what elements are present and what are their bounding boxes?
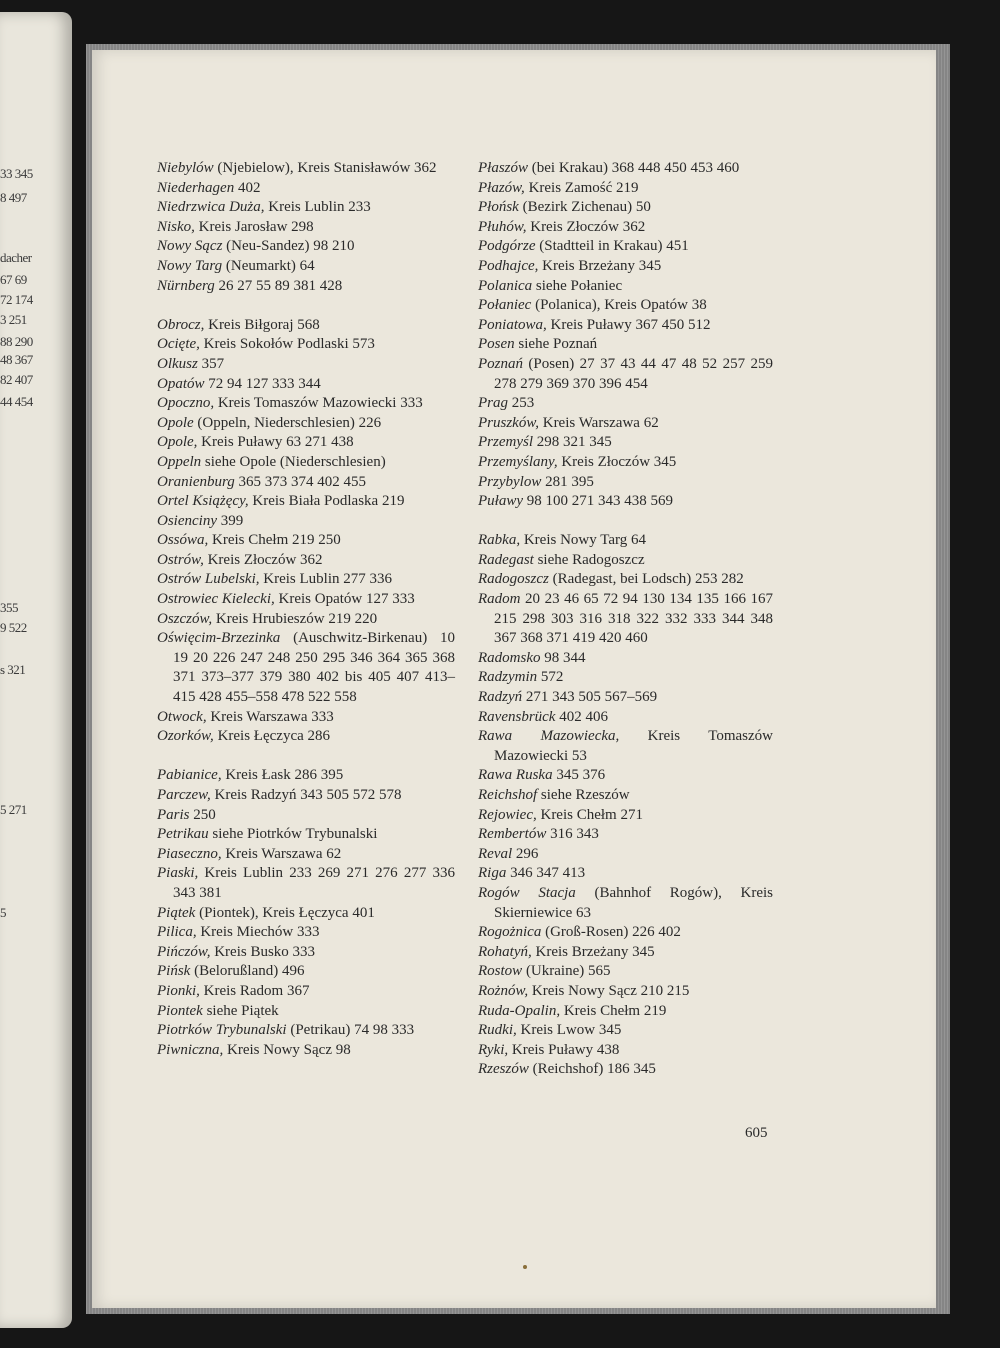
index-entry-name: Nisko, bbox=[157, 218, 195, 235]
index-entry-details: 298 321 345 bbox=[533, 434, 612, 451]
index-entry-name: Piotrków Trybunalski bbox=[157, 1022, 287, 1039]
index-entry-name: Rawa Ruska bbox=[478, 767, 553, 784]
previous-page-fragment: 8 497 bbox=[0, 190, 27, 205]
index-entry bbox=[478, 962, 773, 982]
index-entry-name: Rawa Mazowiecka, bbox=[478, 728, 620, 745]
index-entry bbox=[157, 845, 455, 865]
index-entry-name: Opole bbox=[157, 414, 194, 431]
index-entry-details: Kreis Tomaszów Mazowiecki 333 bbox=[214, 395, 423, 412]
index-entry-name: Opoczno, bbox=[157, 395, 215, 412]
index-entry bbox=[157, 433, 455, 453]
index-entry-details: Kreis Miechów 333 bbox=[196, 924, 320, 941]
index-entry-name: Rzeszów bbox=[478, 1061, 529, 1078]
index-entry-details: Kreis Puławy 63 271 438 bbox=[197, 434, 354, 451]
index-entry bbox=[157, 590, 455, 610]
index-entry-name: Ryki, bbox=[478, 1041, 509, 1058]
index-entry-name: Płuhów, bbox=[478, 218, 527, 235]
index-entry-name: Polanica bbox=[478, 277, 533, 294]
index-entry-details: (Posen) 27 37 43 44 47 48 52 257 259 278 279 369 370 396 454 bbox=[494, 355, 773, 392]
index-entry-details: (Njebielow), Kreis Stanisławów 362 bbox=[213, 160, 437, 176]
index-entry-name: Radzymin bbox=[478, 669, 538, 686]
index-entry bbox=[157, 414, 455, 434]
index-entry-name: Przemyśl bbox=[478, 434, 533, 451]
previous-page-fragment: 9 522 bbox=[0, 620, 27, 635]
index-entry bbox=[157, 1041, 455, 1061]
index-entry-name: Radomsko bbox=[478, 649, 541, 666]
index-entry bbox=[478, 1002, 773, 1022]
index-entry bbox=[478, 590, 773, 649]
index-entry-name: Oranienburg bbox=[157, 473, 235, 490]
index-entry bbox=[157, 1021, 455, 1041]
index-entry-details: 281 395 bbox=[541, 473, 594, 490]
index-entry-name: Radzyń bbox=[478, 689, 523, 706]
index-entry-details: Kreis Busko 333 bbox=[210, 943, 316, 960]
index-entry bbox=[157, 864, 455, 903]
index-entry bbox=[157, 766, 455, 786]
index-entry-details: 271 343 505 567–569 bbox=[522, 689, 658, 706]
index-entry bbox=[157, 179, 455, 199]
index-entry-details: siehe Poznań bbox=[514, 336, 598, 353]
index-entry-name: Reichshof bbox=[478, 787, 538, 803]
index-entry bbox=[478, 845, 773, 865]
index-entry bbox=[157, 355, 455, 375]
index-entry bbox=[478, 179, 773, 199]
index-entry-name: Poniatowa, bbox=[478, 316, 547, 333]
index-entry-name: Ossówa, bbox=[157, 532, 209, 549]
index-entry-name: Piontek bbox=[157, 1002, 203, 1019]
previous-page-fragment: 3 251 bbox=[0, 312, 27, 327]
previous-page-fragment: dacher bbox=[0, 250, 32, 265]
previous-page-fragment: 88 290 bbox=[0, 334, 33, 349]
index-entry-details: (Piontek), Kreis Łęczyca 401 bbox=[195, 904, 375, 921]
index-entry bbox=[478, 335, 773, 355]
index-entry-details: Kreis Brzeżany 345 bbox=[538, 257, 662, 274]
index-entry bbox=[478, 649, 773, 669]
index-entry-details: 98 100 271 343 438 569 bbox=[523, 493, 673, 510]
index-entry-name: Poznań bbox=[478, 355, 523, 372]
index-column-right bbox=[478, 159, 773, 1080]
index-entry bbox=[157, 159, 455, 179]
index-entry-name: Pionki, bbox=[157, 982, 200, 999]
index-entry-name: Oszczów, bbox=[157, 610, 213, 627]
index-entry bbox=[478, 570, 773, 590]
index-entry-details: Kreis Chełm 271 bbox=[536, 806, 643, 823]
index-entry-details: (Bahnhof Rogów), Kreis Skierniewice 63 bbox=[494, 884, 773, 921]
index-entry-details: 72 94 127 333 344 bbox=[204, 375, 321, 392]
index-entry bbox=[157, 570, 455, 590]
index-entry-name: Obrocz, bbox=[157, 316, 205, 333]
index-entry bbox=[478, 1041, 773, 1061]
index-entry bbox=[157, 198, 455, 218]
index-entry bbox=[478, 218, 773, 238]
index-entry-name: Rembertów bbox=[478, 826, 547, 843]
index-entry-details: siehe Radogoszcz bbox=[533, 551, 645, 568]
index-entry-details: Kreis Nowy Targ 64 bbox=[520, 532, 646, 549]
index-entry bbox=[157, 708, 455, 728]
index-entry bbox=[157, 727, 455, 747]
index-entry bbox=[478, 825, 773, 845]
index-entry-details: Kreis Złoczów 362 bbox=[526, 218, 646, 235]
index-entry bbox=[478, 277, 773, 297]
index-entry bbox=[157, 237, 455, 257]
index-entry-details: Kreis Brzeżany 345 bbox=[531, 943, 655, 960]
index-entry-name: Radegast bbox=[478, 551, 534, 568]
index-entry bbox=[157, 786, 455, 806]
index-entry-name: Ortel Książęcy, bbox=[157, 493, 249, 510]
index-entry-details: (Stadtteil in Krakau) 451 bbox=[535, 238, 689, 255]
index-entry-name: Rostow bbox=[478, 963, 523, 980]
index-entry-name: Ruda-Opalin, bbox=[478, 1002, 561, 1019]
index-entry-details: (Neu-Sandez) 98 210 bbox=[222, 238, 355, 255]
index-entry bbox=[157, 531, 455, 551]
index-entry-details: Kreis Zamość 219 bbox=[524, 179, 639, 196]
index-entry-name: Podgórze bbox=[478, 238, 536, 255]
index-entry-name: Przybylow bbox=[478, 473, 542, 490]
index-entry bbox=[478, 355, 773, 394]
index-entry-details: 365 373 374 402 455 bbox=[234, 473, 367, 490]
index-entry bbox=[157, 825, 455, 845]
index-entry-name: Rudki, bbox=[478, 1022, 517, 1039]
section-gap bbox=[157, 296, 455, 316]
index-entry bbox=[478, 316, 773, 336]
index-entry-details: Kreis Biłgoraj 568 bbox=[204, 316, 320, 333]
index-entry-name: Radogoszcz bbox=[478, 571, 549, 588]
index-entry bbox=[157, 218, 455, 238]
index-entry bbox=[157, 982, 455, 1002]
index-entry-details: Kreis Warszawa 333 bbox=[206, 708, 334, 725]
index-entry-name: Niedrzwica Duża, bbox=[157, 199, 265, 216]
index-entry-name: Płazów, bbox=[478, 179, 525, 196]
index-entry-details: Kreis Puławy 438 bbox=[508, 1041, 620, 1058]
index-entry-details: 26 27 55 89 381 428 bbox=[214, 277, 343, 294]
index-entry-name: Paris bbox=[157, 806, 190, 823]
index-entry-name: Oppeln bbox=[157, 453, 202, 470]
index-entry-name: Rożnów, bbox=[478, 982, 529, 999]
index-entry-name: Przemyślany, bbox=[478, 453, 558, 470]
index-entry bbox=[478, 159, 773, 179]
index-entry-details: (Belorußland) 496 bbox=[190, 963, 305, 980]
index-entry-name: Parczew, bbox=[157, 787, 211, 803]
index-entry-details: Kreis Łęczyca 286 bbox=[213, 728, 331, 745]
index-entry-name: Nowy Targ bbox=[157, 257, 223, 274]
index-entry-details: (Polanica), Kreis Opatów 38 bbox=[531, 297, 707, 314]
index-entry-name: Posen bbox=[478, 336, 515, 353]
index-entry-details: Kreis Lublin 233 269 271 276 277 336 343 381 bbox=[173, 865, 455, 901]
index-entry-name: Piaseczno, bbox=[157, 845, 222, 862]
book-page bbox=[92, 50, 936, 1308]
index-entry-details: Kreis Złoczów 362 bbox=[203, 551, 323, 568]
index-entry bbox=[478, 531, 773, 551]
index-entry-name: Riga bbox=[478, 865, 507, 882]
page-number: 605 bbox=[745, 1125, 768, 1141]
index-entry-name: Rogożnica bbox=[478, 924, 542, 941]
index-entry-details: Kreis Hrubieszów 219 220 bbox=[212, 610, 378, 627]
index-entry-name: Rejowiec, bbox=[478, 806, 537, 823]
index-entry-details: Kreis Nowy Sącz 98 bbox=[223, 1041, 351, 1058]
index-entry bbox=[157, 257, 455, 277]
index-entry-details: 346 347 413 bbox=[506, 865, 586, 882]
index-entry bbox=[478, 688, 773, 708]
index-entry-details: (Auschwitz-Birkenau) 10 19 20 226 247 248 250 295 346 364 365 368 371 373–377 379 380 402 bis 405 407 413–415 428 455–558 478 522 558 bbox=[173, 630, 455, 706]
index-entry bbox=[478, 433, 773, 453]
index-entry-name: Płońsk bbox=[478, 199, 519, 216]
index-entry-name: Radom bbox=[478, 591, 521, 608]
index-entry-name: Reval bbox=[478, 845, 513, 862]
index-entry bbox=[478, 473, 773, 493]
index-entry bbox=[157, 316, 455, 336]
previous-page-edge bbox=[0, 12, 72, 1328]
index-entry-details: Kreis Lublin 277 336 bbox=[259, 571, 393, 588]
previous-page-fragment: 33 345 bbox=[0, 166, 33, 181]
index-entry bbox=[478, 296, 773, 316]
index-entry bbox=[157, 610, 455, 630]
index-entry-name: Ostrów Lubelski, bbox=[157, 571, 260, 588]
index-entry-details: (Reichshof) 186 345 bbox=[528, 1061, 656, 1078]
index-entry bbox=[478, 1060, 773, 1080]
index-entry bbox=[478, 198, 773, 218]
index-entry bbox=[478, 668, 773, 688]
index-entry-name: Nürnberg bbox=[157, 277, 215, 294]
index-entry-details: Kreis Lwow 345 bbox=[516, 1022, 622, 1039]
index-entry bbox=[478, 708, 773, 728]
index-entry-details: Kreis Tomaszów Mazowiecki 53 bbox=[494, 728, 773, 764]
index-entry bbox=[157, 923, 455, 943]
index-entry-name: Ravensbrück bbox=[478, 708, 556, 725]
index-entry bbox=[478, 864, 773, 884]
index-entry-name: Pińczów, bbox=[157, 943, 211, 960]
index-column-left bbox=[157, 159, 455, 1060]
previous-page-fragment: 72 174 bbox=[0, 292, 33, 307]
index-entry-details: 399 bbox=[216, 512, 244, 529]
previous-page-fragment: 5 bbox=[0, 905, 6, 920]
index-entry bbox=[157, 551, 455, 571]
index-entry-details: (Ukraine) 565 bbox=[522, 963, 611, 980]
index-entry-name: Ostrowiec Kielecki, bbox=[157, 591, 275, 608]
index-entry bbox=[478, 1021, 773, 1041]
index-entry-details: (bei Krakau) 368 448 450 453 460 bbox=[528, 160, 740, 176]
index-entry-details: siehe Rzeszów bbox=[537, 787, 630, 803]
index-entry-details: Kreis Biała Podlaska 219 bbox=[248, 493, 405, 510]
index-entry bbox=[478, 394, 773, 414]
index-entry-details: Kreis Jarosław 298 bbox=[194, 218, 314, 235]
index-entry-name: Olkusz bbox=[157, 355, 198, 372]
previous-page-fragment: 5 271 bbox=[0, 802, 27, 817]
index-entry-name: Piątek bbox=[157, 904, 196, 921]
index-entry-details: 357 bbox=[197, 355, 225, 372]
index-entry-details: 296 bbox=[512, 845, 539, 862]
index-entry-name: Niebylów bbox=[157, 160, 214, 176]
index-entry-name: Otwock, bbox=[157, 708, 207, 725]
index-entry-name: Podhajce, bbox=[478, 257, 539, 274]
section-gap bbox=[157, 747, 455, 767]
index-entry-details: siehe Piątek bbox=[202, 1002, 279, 1019]
index-entry-name: Niederhagen bbox=[157, 179, 235, 196]
index-entry-details: 316 343 bbox=[546, 826, 599, 843]
index-entry-name: Połaniec bbox=[478, 297, 532, 314]
index-entry bbox=[478, 943, 773, 963]
index-entry-details: 250 bbox=[189, 806, 216, 823]
index-entry bbox=[157, 904, 455, 924]
index-entry bbox=[478, 806, 773, 826]
index-entry-details: siehe Opole (Niederschlesien) bbox=[201, 453, 386, 470]
index-entry-name: Oświęcim-Brzezinka bbox=[157, 630, 281, 647]
index-entry-details: (Bezirk Zichenau) 50 bbox=[518, 199, 651, 216]
index-entry-name: Rabka, bbox=[478, 532, 521, 549]
index-entry-details: Kreis Chełm 219 250 bbox=[208, 532, 341, 549]
index-entry bbox=[478, 551, 773, 571]
previous-page-fragment: 355 bbox=[0, 600, 18, 615]
index-entry-details: Kreis Złoczów 345 bbox=[557, 453, 677, 470]
index-entry-name: Osienciny bbox=[157, 512, 217, 529]
index-entry-details: Kreis Radzyń 343 505 572 578 bbox=[210, 787, 402, 803]
index-entry-name: Płaszów bbox=[478, 160, 529, 176]
index-entry-name: Petrikau bbox=[157, 826, 209, 843]
index-entry bbox=[157, 806, 455, 826]
index-entry-details: Kreis Warszawa 62 bbox=[221, 845, 342, 862]
index-entry bbox=[157, 629, 455, 707]
index-entry-name: Opatów bbox=[157, 375, 205, 392]
index-entry bbox=[157, 375, 455, 395]
index-entry-details: 20 23 46 65 72 94 130 134 135 166 167 215 298 303 316 318 322 332 333 344 348 367 368 371 419 420 460 bbox=[494, 591, 773, 647]
index-entry-details: (Petrikau) 74 98 333 bbox=[286, 1022, 415, 1039]
index-entry bbox=[478, 257, 773, 277]
index-entry-details: 402 406 bbox=[555, 708, 608, 725]
index-entry-name: Piaski, bbox=[157, 865, 199, 882]
index-entry bbox=[478, 727, 773, 766]
index-entry bbox=[478, 884, 773, 923]
index-entry-details: 98 344 bbox=[540, 649, 586, 666]
index-entry bbox=[157, 335, 455, 355]
index-entry-details: (Oppeln, Niederschlesien) 226 bbox=[193, 414, 382, 431]
index-entry bbox=[157, 512, 455, 532]
paper-speck bbox=[523, 1265, 527, 1269]
index-entry-details: (Radegast, bei Lodsch) 253 282 bbox=[548, 571, 744, 588]
index-entry bbox=[478, 766, 773, 786]
index-entry-details: Kreis Warszawa 62 bbox=[538, 414, 659, 431]
index-entry bbox=[157, 962, 455, 982]
index-entry-name: Puławy bbox=[478, 493, 523, 510]
index-entry bbox=[478, 492, 773, 512]
previous-page-fragment: 44 454 bbox=[0, 394, 33, 409]
index-entry-name: Pilica, bbox=[157, 924, 197, 941]
previous-page-fragment: 48 367 bbox=[0, 352, 33, 367]
index-entry bbox=[478, 982, 773, 1002]
index-entry-details: Kreis Nowy Sącz 210 215 bbox=[528, 982, 690, 999]
index-entry-name: Ocięte, bbox=[157, 336, 200, 353]
index-entry bbox=[157, 943, 455, 963]
index-entry-name: Prag bbox=[478, 395, 508, 412]
index-entry bbox=[478, 786, 773, 806]
index-entry-details: Kreis Radom 367 bbox=[199, 982, 310, 999]
index-entry-name: Pińsk bbox=[157, 963, 191, 980]
index-entry-name: Opole, bbox=[157, 434, 198, 451]
index-entry bbox=[157, 453, 455, 473]
index-entry-details: 402 bbox=[234, 179, 261, 196]
index-entry-details: Kreis Chełm 219 bbox=[560, 1002, 667, 1019]
index-entry-details: Kreis Sokołów Podlaski 573 bbox=[199, 336, 375, 353]
section-gap bbox=[478, 512, 773, 532]
index-entry-name: Pabianice, bbox=[157, 767, 222, 784]
index-entry bbox=[157, 277, 455, 297]
index-entry-details: Kreis Łask 286 395 bbox=[221, 767, 344, 784]
index-entry-details: Kreis Opatów 127 333 bbox=[274, 591, 415, 608]
index-entry-details: siehe Piotrków Trybunalski bbox=[208, 826, 378, 843]
previous-page-fragment: 67 69 bbox=[0, 272, 27, 287]
index-entry-name: Rogów Stacja bbox=[478, 884, 576, 901]
index-entry bbox=[157, 492, 455, 512]
index-entry bbox=[478, 414, 773, 434]
index-entry-name: Nowy Sącz bbox=[157, 238, 223, 255]
index-entry-name: Ostrów, bbox=[157, 551, 204, 568]
index-entry-name: Piwniczna, bbox=[157, 1041, 224, 1058]
index-entry-name: Rohatyń, bbox=[478, 943, 532, 960]
index-entry-name: Pruszków, bbox=[478, 414, 539, 431]
index-entry bbox=[157, 1002, 455, 1022]
index-entry bbox=[157, 473, 455, 493]
index-entry-name: Ozorków, bbox=[157, 728, 214, 745]
index-entry-details: 253 bbox=[508, 395, 535, 412]
index-entry-details: (Groß-Rosen) 226 402 bbox=[541, 924, 681, 941]
index-entry-details: 345 376 bbox=[552, 767, 606, 784]
index-entry bbox=[478, 453, 773, 473]
previous-page-fragment: 82 407 bbox=[0, 372, 33, 387]
index-entry-details: siehe Połaniec bbox=[532, 277, 623, 294]
index-entry-details: Kreis Lublin 233 bbox=[264, 199, 371, 216]
index-entry bbox=[478, 923, 773, 943]
index-entry bbox=[157, 394, 455, 414]
index-entry bbox=[478, 237, 773, 257]
index-entry-details: Kreis Puławy 367 450 512 bbox=[546, 316, 711, 333]
index-entry-details: (Neumarkt) 64 bbox=[222, 257, 315, 274]
previous-page-fragment: s 321 bbox=[0, 662, 26, 677]
index-entry-details: 572 bbox=[537, 669, 564, 686]
